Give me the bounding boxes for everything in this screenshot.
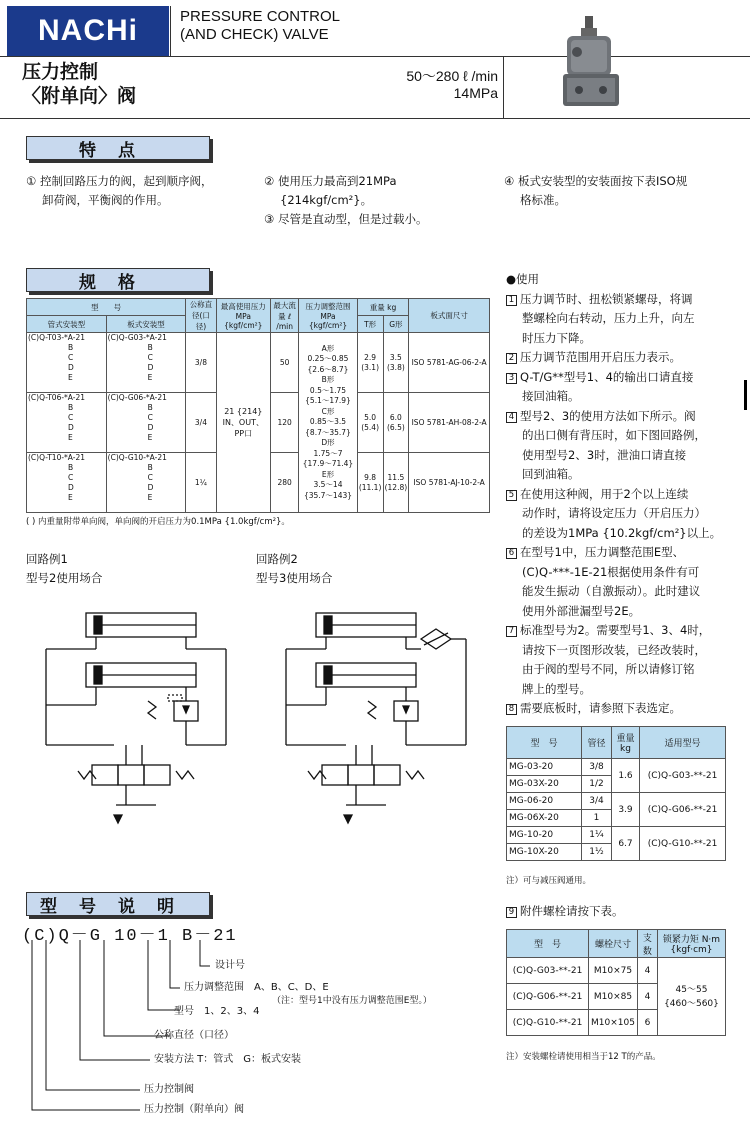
model-code: (C)Q-T10-*A-21 — [28, 453, 86, 462]
bp-model: MG-06-20 — [507, 793, 582, 810]
model-code-heading: 型号说明 — [26, 892, 210, 916]
spec-h-size: 公称直径(口径) — [186, 299, 216, 333]
spec-maxp — [216, 333, 270, 513]
variant: B — [68, 403, 74, 412]
bp-apply: (C)Q-G10-**-21 — [640, 827, 726, 861]
spec-ranges — [299, 333, 357, 513]
range-value: {5.1～17.9} — [305, 396, 351, 406]
code-label-range — [184, 980, 432, 1007]
weight-check: (3.8) — [386, 362, 405, 372]
bp-pipe: 3/8 — [582, 759, 612, 776]
circuit-2-title: 回路例2 — [256, 552, 298, 566]
feature-4 — [504, 172, 744, 210]
variant: C — [68, 413, 74, 422]
bp-pipe: 3/4 — [582, 793, 612, 810]
item-number-box: 4 — [506, 412, 517, 423]
model-code: (C)Q-G03-*A-21 — [107, 333, 167, 342]
feature-4-line-2: 格标准。 — [520, 193, 566, 207]
table-row — [507, 958, 726, 984]
variant: C — [147, 473, 153, 482]
bolt-model: (C)Q-G03-**-21 — [507, 958, 589, 984]
spec-size: 3/4 — [186, 393, 216, 453]
spec-h-maxp: 最高使用压力 MPa {kgf/cm²} — [216, 299, 270, 333]
usage-text: 型号2、3的使用方法如下所示。阀 — [520, 408, 696, 423]
title-line-1: PRESSURE CONTROL — [180, 8, 341, 25]
usage-text: 牌上的型号。 — [522, 681, 591, 696]
variant: E — [147, 373, 153, 382]
bp-model: MG-10X-20 — [507, 844, 582, 861]
spec-h-g: G形 — [383, 316, 409, 333]
bp-pipe: 1/2 — [582, 776, 612, 793]
torque-kgf: {460～560} — [664, 998, 719, 1009]
usage-text: 时压力下降。 — [522, 330, 591, 345]
table-row — [507, 827, 726, 844]
spec-h-flow: 最大流量 ℓ /min — [271, 299, 299, 333]
variant: B — [68, 463, 74, 472]
circuit-1-title: 回路例1 — [26, 552, 68, 566]
bolt-size: M10×75 — [589, 958, 638, 984]
feature-2-line-1: ② 使用压力最高到21MPa — [264, 174, 397, 188]
item-number-box: 8 — [506, 704, 517, 715]
bp-model: MG-03-20 — [507, 759, 582, 776]
feature-2 — [264, 172, 494, 229]
bp-apply: (C)Q-G06-**-21 — [640, 793, 726, 827]
variant: D — [68, 423, 74, 432]
circuit-1-subtitle: 型号2使用场合 — [26, 571, 103, 585]
code-label-valve: 压力控制阀 — [144, 1084, 194, 1095]
spec-cell-pipe — [27, 393, 107, 453]
range-value: 3.5～14 — [313, 480, 343, 490]
weight: 5.0 — [364, 412, 377, 422]
range-label: D形 — [321, 438, 335, 448]
header-rule — [0, 56, 750, 57]
spec-flow: 120 — [271, 393, 299, 453]
bolt-h-size: 螺栓尺寸 — [589, 930, 638, 958]
spec-cell-plate — [106, 453, 186, 513]
feature-3: ③ 尽管是直动型，但是过载小。 — [264, 212, 428, 226]
usage-text: 在型号1中，压力调整范围E型、 — [520, 545, 685, 559]
bp-weight: 6.7 — [612, 827, 640, 861]
header-vertical-rule — [503, 56, 504, 118]
bp-h-apply: 适用型号 — [640, 727, 726, 759]
usage-text: 标准型号为2。需要型号1、3、4时， — [520, 623, 711, 637]
spec-iso: ISO 5781-AJ-10-2-A — [409, 453, 490, 513]
code-label-check-valve: 压力控制（附单向）阀 — [144, 1104, 244, 1115]
usage-text: 需要底板时，请参照下表选定。 — [520, 701, 681, 715]
spec-weight-t — [357, 393, 383, 453]
header-divider — [170, 6, 171, 56]
range-value: 1.75～7 — [313, 448, 343, 458]
title-line-2: (AND CHECK) VALVE — [180, 26, 329, 43]
variant: B — [147, 463, 153, 472]
usage-text: 接回油箱。 — [522, 389, 580, 403]
bolt-intro — [506, 903, 624, 919]
circuit-example-2-caption — [256, 550, 332, 588]
feature-1-line-2: 卸荷阀，平衡阀的作用。 — [42, 193, 169, 207]
usage-item-2 — [506, 348, 746, 368]
specs-heading: 规格 — [26, 268, 210, 292]
usage-item-7 — [506, 621, 746, 699]
model-code-string: (C)Q－G 10－1 B－21 — [22, 927, 238, 946]
item-number-box: 5 — [506, 490, 517, 501]
weight: 11.5 — [387, 472, 405, 482]
variant: D — [147, 423, 154, 432]
range-value: 0.85～3.5 — [309, 417, 347, 427]
usage-item-8 — [506, 699, 746, 719]
spec-h-plate: 板式安装型 — [106, 316, 186, 333]
range-value: {2.6～8.7} — [307, 364, 349, 374]
bolt-model: (C)Q-G10-**-21 — [507, 1010, 589, 1036]
model-code: (C)Q-T03-*A-21 — [28, 333, 86, 342]
spec-size: 1¼ — [186, 453, 216, 513]
weight-check: (12.8) — [384, 482, 408, 492]
spec-table — [26, 298, 490, 513]
cn-title-line-2: 〈附单向〉阀 — [22, 85, 137, 107]
spec-weight-t — [357, 333, 383, 393]
item-number-box: 6 — [506, 548, 517, 559]
baseplate-note: 注）可与减压阀通用。 — [506, 876, 592, 886]
code-label-type: 型号 1、2、3、4 — [174, 1006, 260, 1017]
spec-h-weight: 重量 kg — [357, 299, 409, 316]
variant: D — [68, 483, 74, 492]
bolt-size: M10×85 — [589, 984, 638, 1010]
bp-weight: 3.9 — [612, 793, 640, 827]
page-edge-marker — [744, 380, 747, 410]
bp-model: MG-03X-20 — [507, 776, 582, 793]
code-label-design: 设计号 — [215, 960, 245, 971]
maxp-ports: IN、OUT、 — [222, 418, 264, 427]
bolt-h-torque: 锁紧力矩 N·m {kgf·cm} — [657, 930, 725, 958]
spec-weight-g — [383, 333, 409, 393]
bolt-table — [506, 929, 726, 1036]
spec-weight-t — [357, 453, 383, 513]
spec-h-pipe: 管式安装型 — [27, 316, 107, 333]
spec-cell-pipe — [27, 453, 107, 513]
range-label: B形 — [321, 375, 335, 385]
usage-text: 的差设为1MPa {10.2kgf/cm²}以上。 — [522, 525, 722, 540]
model-code: (C)Q-G06-*A-21 — [107, 393, 167, 402]
bp-model: MG-06X-20 — [507, 810, 582, 827]
spec-iso: ISO 5781-AH-08-2-A — [409, 393, 490, 453]
spec-h-range: 压力调整范围 MPa {kgf/cm²} — [299, 299, 357, 333]
spec-flow: 50 — [271, 333, 299, 393]
range-label: C形 — [321, 406, 335, 416]
usage-text: 回到油箱。 — [522, 467, 580, 481]
variant: E — [68, 373, 73, 382]
spec-iso: ISO 5781-AG-06-2-A — [409, 333, 490, 393]
usage-item-3 — [506, 368, 746, 407]
range-value: {35.7～143} — [303, 490, 353, 500]
usage-text: 压力调节时、扭松锁紧螺母，将调 — [520, 291, 693, 306]
maxp-ports-2: PP口 — [234, 429, 253, 438]
code-label-range-text: 压力调整范围 A、B、C、D、E — [184, 982, 329, 993]
bp-model: MG-10-20 — [507, 827, 582, 844]
usage-text: 使用外部泄漏型号2E。 — [522, 603, 641, 618]
bp-h-weight: 重量 kg — [612, 727, 640, 759]
flow-rating: 50～280 ℓ /min — [406, 68, 498, 84]
code-label-range-note: （注：型号1中没有压力调整范围E型。） — [272, 996, 432, 1006]
feature-1 — [26, 172, 256, 210]
weight-check: (6.5) — [386, 422, 405, 432]
usage-text: 的出口侧有背压时，如下图回路例， — [522, 428, 706, 442]
usage-text: 在使用这种阀，用于2个以上连续 — [520, 486, 689, 501]
variant: B — [147, 343, 153, 352]
baseplate-table — [506, 726, 726, 861]
circuit-2-subtitle: 型号3使用场合 — [256, 571, 333, 585]
usage-text: 由于阀的型号不同，所以请修订铭 — [522, 662, 695, 676]
usage-text: Q-T/G**型号1、4的输出口请直接 — [520, 369, 694, 384]
weight-check: (3.1) — [361, 362, 379, 372]
chinese-title — [22, 60, 136, 108]
range-value: 0.25～0.85 — [307, 354, 349, 364]
item-number-box: 3 — [506, 373, 517, 384]
usage-text: 使用型号2、3时，泄油口请直接 — [522, 447, 687, 462]
range-value: {8.7～35.7} — [305, 427, 351, 437]
hydraulic-circuit-2-diagram — [276, 605, 476, 835]
feature-4-line-1: ④ 板式安装型的安装面按下表ISO规 — [504, 174, 688, 188]
variant: B — [68, 343, 74, 352]
variant: B — [147, 403, 153, 412]
usage-text: 请按下一页图形改装，已经改装时， — [522, 642, 706, 657]
bp-h-model: 型 号 — [507, 727, 582, 759]
feature-1-line-1: ① 控制回路压力的阀，起到顺序阀， — [26, 174, 213, 188]
circuit-example-1-caption — [26, 550, 102, 588]
bolt-count: 6 — [637, 1010, 657, 1036]
usage-heading: ●使用 — [506, 272, 540, 286]
usage-section — [506, 270, 746, 719]
usage-text: 能发生振动（自激振动）。此时建议 — [522, 584, 701, 598]
variant: D — [68, 363, 74, 372]
item-number-box: 7 — [506, 626, 517, 637]
variant: E — [147, 493, 153, 502]
variant: E — [147, 433, 153, 442]
variant: C — [68, 473, 74, 482]
spec-weight-g — [383, 393, 409, 453]
nachi-logo: NACHi — [7, 6, 169, 56]
weight-check: (11.1) — [358, 482, 382, 492]
bolt-intro-text: 附件螺栓请按下表。 — [520, 904, 624, 918]
usage-text: 压力调节范围用开启压力表示。 — [520, 350, 681, 364]
variant: E — [68, 493, 73, 502]
bolt-h-model: 型 号 — [507, 930, 589, 958]
weight-check: (5.4) — [361, 422, 379, 432]
features-heading: 特点 — [26, 136, 210, 160]
weight: 6.0 — [389, 412, 402, 422]
usage-item-1 — [506, 290, 746, 349]
range-label: A形 — [321, 343, 335, 353]
usage-item-5 — [506, 485, 746, 544]
variant: C — [68, 353, 74, 362]
usage-item-6 — [506, 543, 746, 621]
english-title — [180, 8, 340, 44]
variant: C — [147, 353, 153, 362]
code-label-mount: 安装方法 T：管式 G：板式安装 — [154, 1054, 302, 1065]
bolt-note: 注）安装螺栓请使用相当于12 T的产品。 — [506, 1052, 661, 1062]
variant: D — [147, 483, 154, 492]
bolt-size: M10×105 — [589, 1010, 638, 1036]
item-number-box: 2 — [506, 353, 517, 364]
usage-item-4 — [506, 407, 746, 485]
model-code: (C)Q-G10-*A-21 — [107, 453, 167, 462]
bp-pipe: 1¼ — [582, 827, 612, 844]
item-number-box: 1 — [506, 295, 517, 306]
hydraulic-circuit-1-diagram — [36, 605, 236, 835]
feature-2-line-2: {214kgf/cm²}。 — [280, 193, 373, 207]
cn-title-line-1: 压力控制 — [22, 61, 99, 83]
spec-cell-pipe — [27, 333, 107, 393]
code-label-size: 公称直径（口径） — [154, 1030, 234, 1041]
variant: D — [147, 363, 154, 372]
bolt-count: 4 — [637, 984, 657, 1010]
variant: E — [68, 433, 73, 442]
weight: 3.5 — [389, 352, 402, 362]
usage-text: (C)Q-***-1E-21根据使用条件有可 — [522, 564, 700, 579]
range-value: {17.9～71.4} — [302, 459, 354, 469]
weight: 2.9 — [364, 352, 377, 362]
table-row — [27, 333, 490, 393]
spec-h-t: T形 — [357, 316, 383, 333]
spec-flow: 280 — [271, 453, 299, 513]
bp-pipe: 1 — [582, 810, 612, 827]
bp-h-pipe: 管径 — [582, 727, 612, 759]
weight: 9.8 — [364, 472, 377, 482]
pressure-rating: 14MPa — [453, 85, 498, 101]
spec-h-iso: 板式面尺寸 — [409, 299, 490, 333]
model-code: (C)Q-T06-*A-21 — [28, 393, 86, 402]
bolt-model: (C)Q-G06-**-21 — [507, 984, 589, 1010]
bolt-h-count: 支数 — [637, 930, 657, 958]
spec-weight-g — [383, 453, 409, 513]
spec-h-model: 型 号 — [27, 299, 186, 316]
table-row — [507, 793, 726, 810]
spec-cell-plate — [106, 333, 186, 393]
spec-footnote: ( ) 内重量附带单向阀，单向阀的开启压力为0.1MPa {1.0kgf/cm²}。 — [26, 517, 290, 527]
bp-apply: (C)Q-G03-**-21 — [640, 759, 726, 793]
bp-weight: 1.6 — [612, 759, 640, 793]
bp-pipe: 1½ — [582, 844, 612, 861]
range-value: 0.5～1.75 — [309, 385, 347, 395]
torque-nm: 45～55 — [675, 984, 708, 995]
usage-text: 动作时，请将设定压力（开启压力） — [522, 506, 706, 520]
bolt-torque — [657, 958, 725, 1036]
header-bottom-rule — [0, 118, 750, 119]
usage-text: 整螺栓向右转动，压力上升，向左 — [522, 311, 695, 325]
spec-cell-plate — [106, 393, 186, 453]
valve-product-image — [555, 14, 627, 110]
bolt-count: 4 — [637, 958, 657, 984]
range-label: E形 — [321, 469, 335, 479]
rating-summary — [388, 68, 498, 102]
item-number-box: 9 — [506, 907, 517, 918]
variant: C — [147, 413, 153, 422]
maxp-value: 21 {214} — [224, 407, 263, 416]
table-row — [507, 759, 726, 776]
spec-size: 3/8 — [186, 333, 216, 393]
